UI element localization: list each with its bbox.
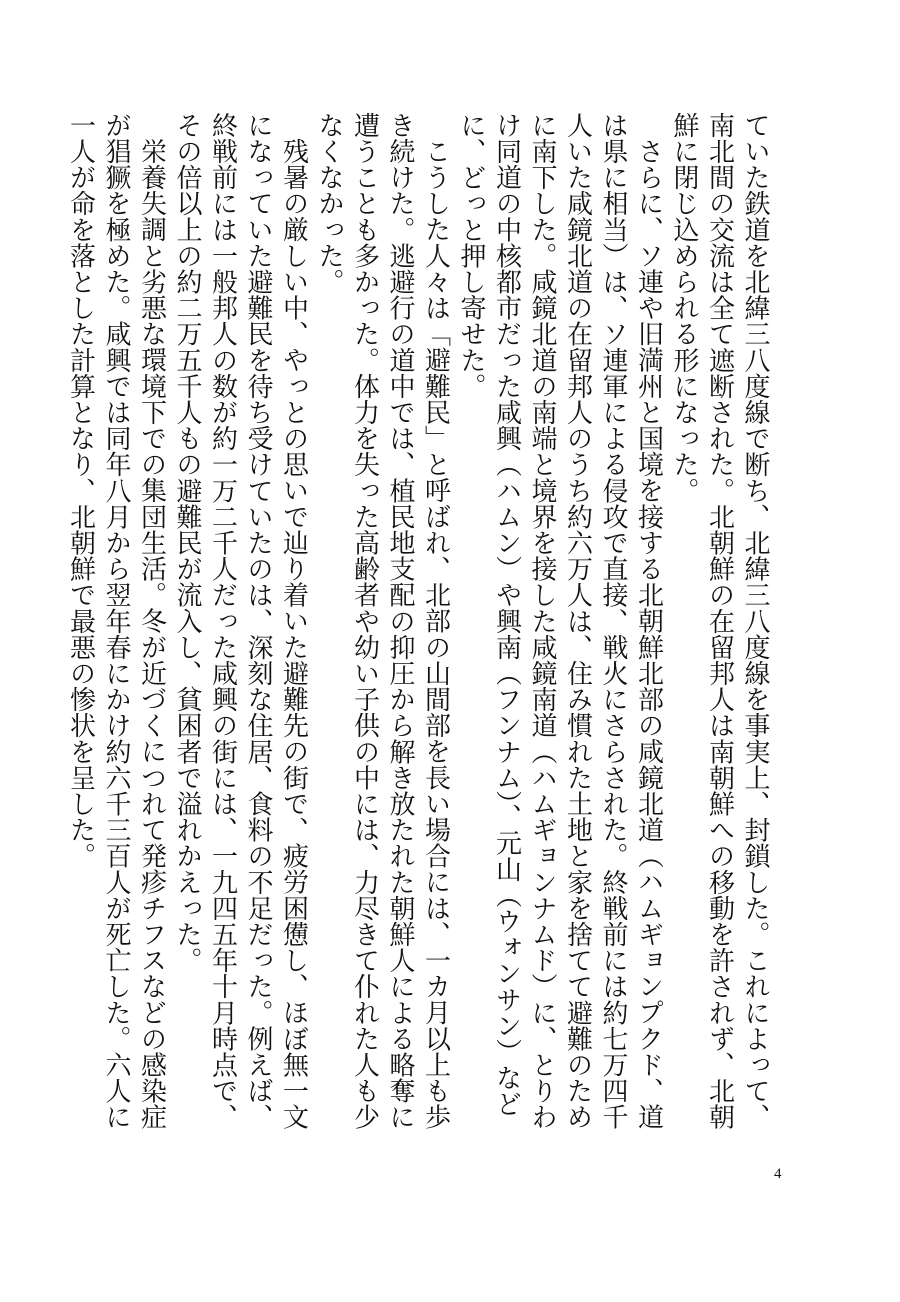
- paragraph: 残暑の厳しい中、やっとの思いで辿り着いた避難先の街で、疲労困憊し、ほぼ無一文になっていた避難民を待ち受けていたのは、深刻な住居、食料の不足だった。例えば、終戦前には一般邦人の数が約一万二千人だった咸興の街には、一九四五年十月時点で、その倍以上の約二万五千人もの避難民が流入し、貧困者で溢れかえった。: [172, 112, 309, 1130]
- paragraph: さらに、ソ連や旧満州と国境を接する北朝鮮北部の咸鏡北道（ハムギョンプクド、道は県に相当）は、ソ連軍による侵攻で直接、戦火にさらされた。終戦前には約七万四千人いた咸鏡北道の在留邦人のうち約六万人は、住み慣れた土地と家を捨てて避難のために南下した。咸鏡北道の南端と境界を接した咸鏡南道（ハムギョンナムド）に、とりわけ同道の中核都市だった咸興（ハムン）や興南（フンナム）、元山（ウォンサン）などに、どっと押し寄せた。: [456, 112, 664, 1130]
- body-text: [62, 112, 772, 1142]
- page-number: 4: [774, 1166, 782, 1182]
- paragraph: 栄養失調と劣悪な環境下での集団生活。冬が近づくにつれて発疹チフスなどの感染症が猖獗を極めた。咸興では同年八月から翌年春にかけ約六千三百人が死亡した。六人に一人が命を落とした計算となり、北朝鮮で最悪の惨状を呈した。: [65, 112, 167, 1130]
- paragraph: こうした人々は「避難民」と呼ばれ、北部の山間部を長い場合には、一カ月以上も歩き続けた。逃避行の道中では、植民地支配の抑圧から解き放たれた朝鮮人による略奪に遭うことも多かった。体力を失った高齢者や幼い子供の中には、力尽きて仆れた人も少なくなかった。: [314, 112, 451, 1130]
- paragraph: ていた鉄道を北緯三八度線で断ち、北緯三八度線を事実上、封鎖した。これによって、南北間の交流は全て遮断された。北朝鮮の在留邦人は南朝鮮への移動を許されず、北朝鮮に閉じ込められる形になった。: [669, 112, 770, 1130]
